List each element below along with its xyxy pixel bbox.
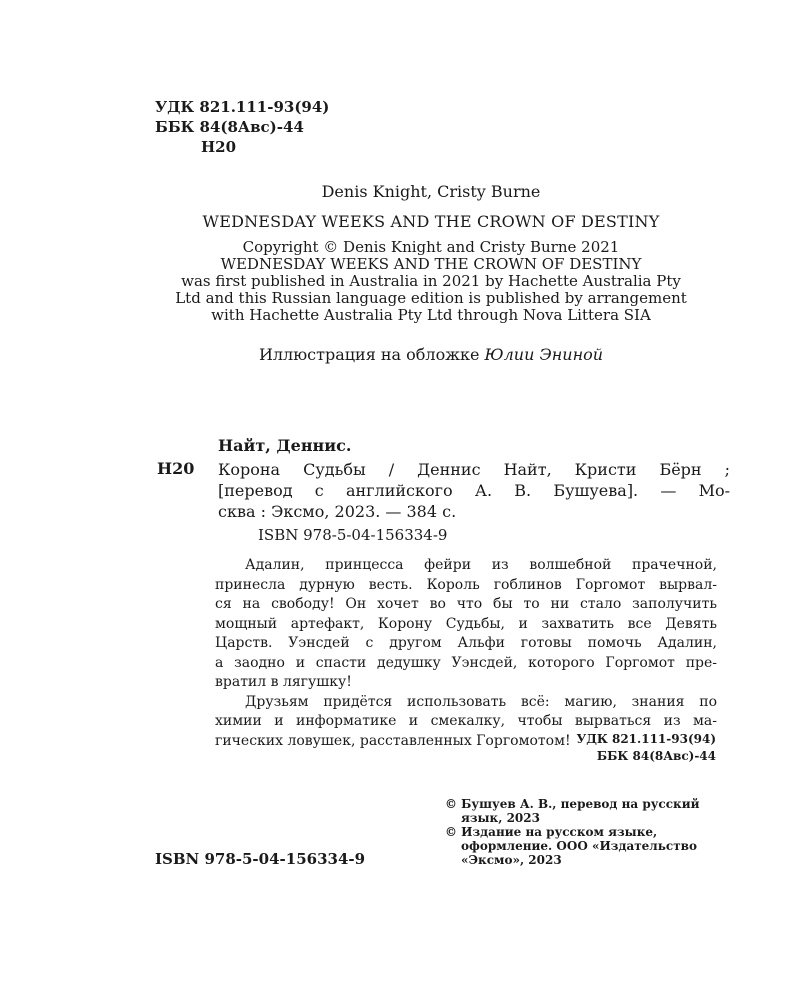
biblio-isbn: ISBN 978-5-04-156334-9 [258,526,448,544]
bottom-classification-codes [540,731,716,765]
copyright-line: Ltd and this Russian language edition is published by arrangement [175,289,687,307]
bbk-code: ББК 84(8Авс)-44 [155,118,304,136]
biblio-line: [перевод с английского А. В. Бушуева]. — Мо- [218,481,730,500]
annotation-line: гических ловушек, расставленных Горгомотом! [215,732,571,749]
illustration-artist: Юлии Эниной [484,345,604,364]
illustration-credit [0,345,800,364]
edition-copyright-cont: оформление. ООО «Издательство [461,839,697,853]
original-title: WEDNESDAY WEEKS AND THE CROWN OF DESTINY [202,212,660,231]
edition-copyright: © Издание на русском языке, [445,825,658,839]
author-sign: Н20 [201,138,237,156]
original-authors: Denis Knight, Cristy Burne [321,182,541,201]
edition-copyright-cont: «Эксмо», 2023 [461,853,562,867]
annotation-line: а заодно и спасти дедушку Уэнсдей, которого Горгомот пре- [215,654,717,671]
annotation-line: Царств. Уэнсдей с другом Альфи готовы помочь Адалин, [215,635,717,651]
copyright-line: WEDNESDAY WEEKS AND THE CROWN OF DESTINY [220,255,642,273]
annotation-line: принесла дурную весть. Король гоблинов Горгомот вырвал- [215,576,717,593]
translation-copyright: © Бушуев А. В., перевод на русский [445,797,700,811]
annotation-line: химии и информатике и смекалку, чтобы вырваться из ма- [215,713,717,729]
biblio-line: Корона Судьбы / Деннис Найт, Кристи Бёрн ; [218,460,730,479]
top-classification-codes [155,97,329,157]
footer-isbn: ISBN 978-5-04-156334-9 [155,850,366,868]
biblio-author-sign: Н20 [157,459,195,478]
annotation [215,556,717,751]
copyright-line: Copyright © Denis Knight and Cristy Burne 2021 [242,238,620,256]
annotation-line: вратил в лягушку! [215,674,352,690]
biblio-line: сква : Эксмо, 2023. — 384 с. [218,502,457,521]
biblio-author-heading: Найт, Деннис. [218,436,352,455]
copyright-line: with Hachette Australia Pty Ltd through Nova Littera SIA [211,306,651,324]
annotation-line: мощный артефакт, Корону Судьбы, и захватить все Девять [215,615,717,632]
annotation-line: Друзьям придётся использовать всё: магию, знания по [245,693,717,710]
annotation-line: ся на свободу! Он хочет во что бы то ни стало заполучить [215,596,717,612]
copyright-line: was first published in Australia in 2021 by Hachette Australia Pty [181,272,681,290]
udk-code-repeat: УДК 821.111-93(94) [576,732,716,746]
russian-edition-copyrights [445,797,720,867]
bbk-code-repeat: ББК 84(8Авс)-44 [596,749,716,763]
illustration-prefix: Иллюстрация на обложке [258,345,485,364]
udk-code: УДК 821.111-93(94) [155,98,330,116]
copyright-notice [130,239,732,324]
translation-copyright-cont: язык, 2023 [461,811,540,825]
annotation-line: Адалин, принцесса фейри из волшебной прачечной, [245,557,717,573]
biblio-description [218,459,730,522]
